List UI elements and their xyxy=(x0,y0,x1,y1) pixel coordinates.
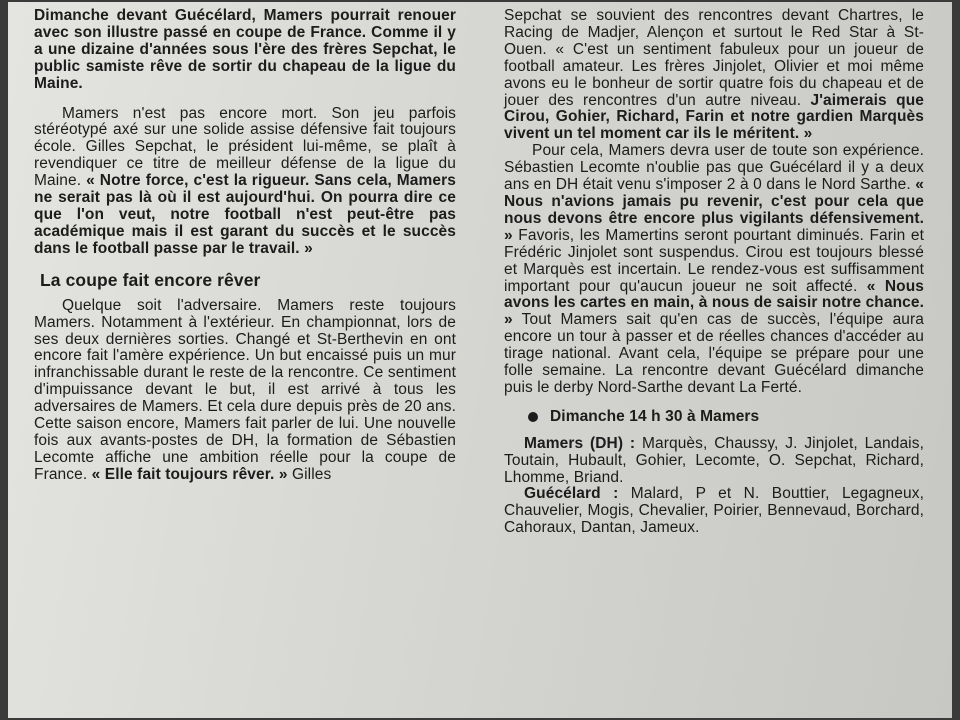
paragraph-sepchat-defense xyxy=(34,106,456,258)
left-column xyxy=(34,8,456,484)
paragraph-text: Tout Mamers sait qu'en cas de succès, l'équipe aura encore un tour à passer et de réelles chances d'accéder au tirage national. Avant cela, l'équipe se prépare pour une folle semaine. La rencontre devant Guécélard dimanche puis le derby Nord-Sarthe devant La Ferté. xyxy=(504,311,924,396)
bullet-icon xyxy=(528,412,538,422)
lineup-home xyxy=(504,436,924,487)
paragraph-text: Mamers n'est pas encore mort. Son jeu parfois stéréotypé axé sur une solide assise défensive fait toujours école. Gilles Sepchat, le président lui-même, se plaît à revendiquer ce titre de meilleur défense de la ligue du Maine. xyxy=(34,104,456,190)
paragraph-experience xyxy=(504,143,924,397)
right-column xyxy=(504,8,924,537)
paragraph-tail: Gilles xyxy=(291,465,332,483)
paragraph-coupe xyxy=(34,298,456,484)
quote-text: « Nous n'avions jamais pu revenir, c'est pour cela que nous devons être encore plus vigilants défensivement. » xyxy=(504,176,924,244)
section-subheading: La coupe fait encore rêver xyxy=(40,269,261,290)
lineup-away xyxy=(504,486,924,537)
quote-text: « Elle fait toujours rêver. » xyxy=(91,465,288,483)
team-label: Mamers (DH) : xyxy=(524,434,636,452)
paragraph-text: Quelque soit l'adversaire. Mamers reste toujours Mamers. Notamment à l'extérieur. En championnat, lors de ses deux dernières sorties. Changé et St-Berthevin en ont encore fait l'amère expérience. Un but encaissé puis un mur infranchissable durant le reste de la rencontre. Ce sentiment d'impuissance devant le but, il est arrivé à tous les adversaires de Mamers. Et cela dure depuis près de 20 ans. Cette saison encore, Mamers fait parler de lui. Une nouvelle fois aux avants-postes de DH, la formation de Sébastien Lecomte affiche une ambition réelle pour la coupe de France. xyxy=(34,296,456,483)
paragraph-text: Sepchat se souvient des rencontres devant Chartres, le Racing de Madjer, Alençon et surtout le Red Star à St-Ouen. « C'est un sentiment fabuleux pour un joueur de football amateur. Les frères Jinjolet, Olivier et moi même avons eu le bonheur de sortir quatre fois du chapeau et de jouer des rencontres d'un autre niveau. xyxy=(504,7,924,109)
article-lead: Dimanche devant Guécélard, Mamers pourrait renouer avec son illustre passé en coupe de France. Comme il y a une dizaine d'années sous l'ère des frères Sepchat, le public samiste rêve de sortir du chapeau de la ligue du Maine. xyxy=(34,7,456,92)
newspaper-clipping xyxy=(8,2,952,718)
quote-text: J'aimerais que Cirou, Gohier, Richard, Farin et notre gardien Marquès vivent un tel moment car ils le méritent. » xyxy=(504,91,924,143)
fixture-text: Dimanche 14 h 30 à Mamers xyxy=(550,407,760,425)
fixture-heading xyxy=(528,409,924,426)
quote-text: « Notre force, c'est la rigueur. Sans cela, Mamers ne serait pas là où il est aujourd'hui. On pourra dire ce que l'on veut, notre football n'est peut-être pas académique mais il est garant du succès et le succès dans le football passe par le travail. » xyxy=(34,172,456,257)
paragraph-text: Favoris, les Mamertins seront pourtant diminués. Farin et Frédéric Jinjolet sont suspendus. Cirou est toujours blessé et Marquès est incertain. Le rendez-vous est suffisamment important pour qu'aucun joueur ne soit affecté. xyxy=(504,226,924,295)
team-label: Guécélard : xyxy=(524,485,619,503)
quote-text: « Nous avons les cartes en main, à nous de saisir notre chance. » xyxy=(504,277,924,329)
paragraph-text: Pour cela, Mamers devra user de toute son expérience. Sébastien Lecomte n'oublie pas que Guécélard il y a deux ans en DH était venu s'imposer 2 à 0 dans le Nord Sarthe. xyxy=(504,142,924,194)
team-players: Marquès, Chaussy, J. Jinjolet, Landais, Toutain, Hubault, Gohier, Lecomte, O. Sepchat, Richard, Lhomme, Briand. xyxy=(504,434,924,486)
team-players: Malard, P et N. Bouttier, Legagneux, Chauvelier, Mogis, Chevalier, Poirier, Bennevaud, Borchard, Cahoraux, Dantan, Jameux. xyxy=(504,485,924,537)
paragraph-souvenirs xyxy=(504,8,924,143)
